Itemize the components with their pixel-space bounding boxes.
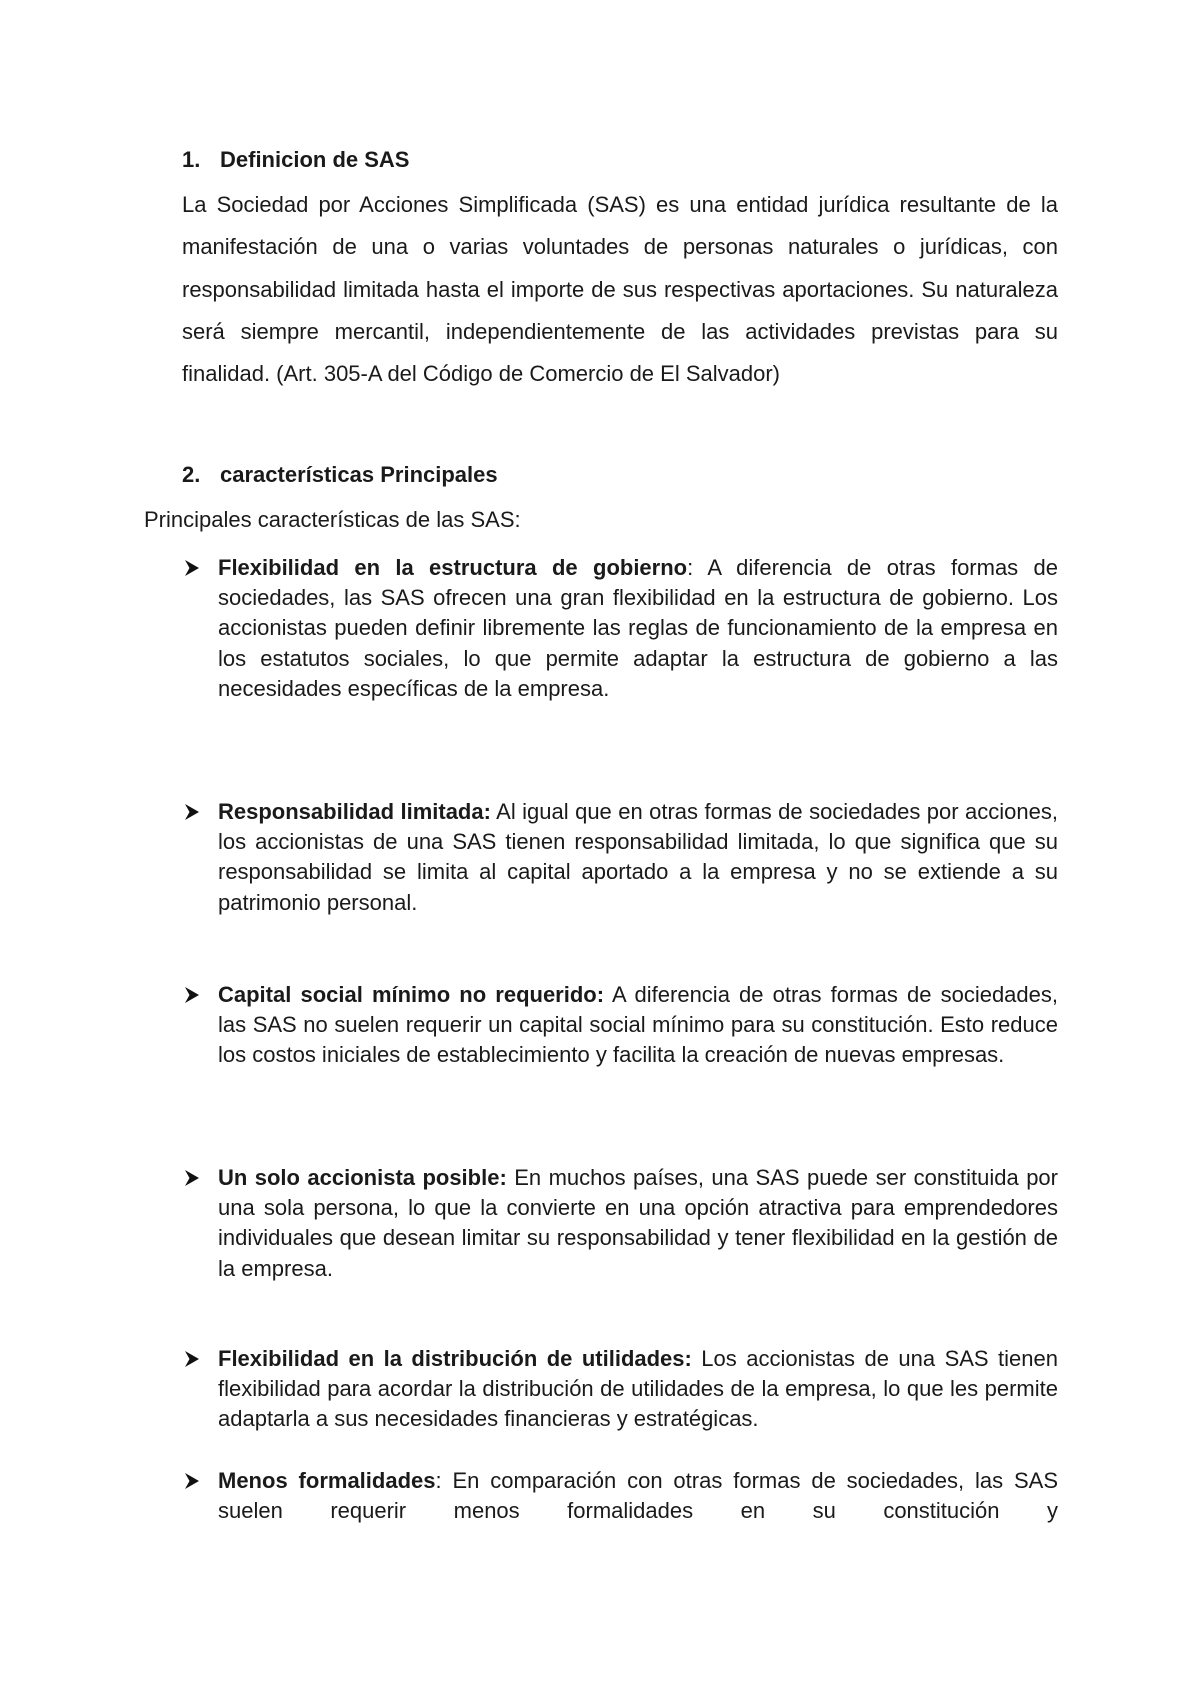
right-arrowhead-icon xyxy=(182,1344,218,1374)
list-item-text xyxy=(218,1344,1058,1435)
list-item-description: Al igual que en otras formas de sociedades por acciones, los accionistas de una SAS tienen responsabilidad limitada, lo que significa que su responsabilidad se limita al capital aportado a la empresa y no se extiende a su patrimonio personal. xyxy=(218,799,1058,915)
right-arrowhead-icon xyxy=(182,1466,218,1496)
section-1-heading xyxy=(182,145,409,175)
right-arrowhead-icon xyxy=(182,1163,218,1193)
list-item xyxy=(182,1466,1058,1526)
list-item-term: Flexibilidad en la estructura de gobierno xyxy=(218,555,688,580)
section-1-number: 1. xyxy=(182,147,201,172)
list-item-term: Flexibilidad en la distribución de utilidades: xyxy=(218,1346,692,1371)
section-2-number: 2. xyxy=(182,462,201,487)
list-item-description: Los accionistas de una SAS tienen flexibilidad para acordar la distribución de utilidades de la empresa, lo que les permite adaptarla a sus necesidades financieras y estratégicas. xyxy=(218,1346,1058,1432)
list-item-description: : En comparación con otras formas de sociedades, las SAS suelen requerir menos formalidades en su constitución y xyxy=(218,1468,1058,1524)
list-item-term: Un solo accionista posible: xyxy=(218,1165,507,1190)
list-item xyxy=(182,1163,1058,1284)
section-1-paragraph: La Sociedad por Acciones Simplificada (SAS) es una entidad jurídica resultante de la manifestación de una o varias voluntades de personas naturales o jurídicas, con responsabilidad limitada hasta el importe de sus respectivas aportaciones. Su naturaleza será siempre mercantil, independientemente de las actividades previstas para su finalidad. (Art. 305-A del Código de Comercio de El Salvador) xyxy=(182,192,1058,387)
section-2-heading xyxy=(182,460,498,490)
list-item-text xyxy=(218,980,1058,1071)
right-arrowhead-icon xyxy=(182,553,218,583)
list-item-description: A diferencia de otras formas de sociedades, las SAS no suelen requerir un capital social mínimo para su constitución. Esto reduce los costos iniciales de establecimiento y facilita la creación de nuevas empresas. xyxy=(218,982,1058,1068)
characteristics-intro: Principales características de las SAS: xyxy=(144,507,521,532)
list-item-term: Menos formalidades xyxy=(218,1468,436,1493)
list-item-description: : A diferencia de otras formas de sociedades, las SAS ofrecen una gran flexibilidad en la estructura de gobierno. Los accionistas pueden definir libremente las reglas de funcionamiento de la empresa en los estatutos sociales, lo que permite adaptar la estructura de gobierno a las necesidades específicas de la empresa. xyxy=(218,555,1058,701)
list-item xyxy=(182,553,1058,704)
section-2-title: características Principales xyxy=(220,462,498,487)
list-item-term: Capital social mínimo no requerido: xyxy=(218,982,605,1007)
list-item xyxy=(182,797,1058,918)
list-item xyxy=(182,1344,1058,1435)
right-arrowhead-icon xyxy=(182,980,218,1010)
list-item-term: Responsabilidad limitada: xyxy=(218,799,491,824)
list-item-description: En muchos países, una SAS puede ser constituida por una sola persona, lo que la convierte en una opción atractiva para emprendedores individuales que desean limitar su responsabilidad y tener flexibilidad en la gestión de la empresa. xyxy=(218,1165,1058,1281)
list-item-text xyxy=(218,553,1058,704)
list-item xyxy=(182,980,1058,1071)
section-1-title: Definicion de SAS xyxy=(220,147,410,172)
right-arrowhead-icon xyxy=(182,797,218,827)
list-item-text xyxy=(218,797,1058,918)
list-item-text xyxy=(218,1163,1058,1284)
list-item-text xyxy=(218,1466,1058,1526)
